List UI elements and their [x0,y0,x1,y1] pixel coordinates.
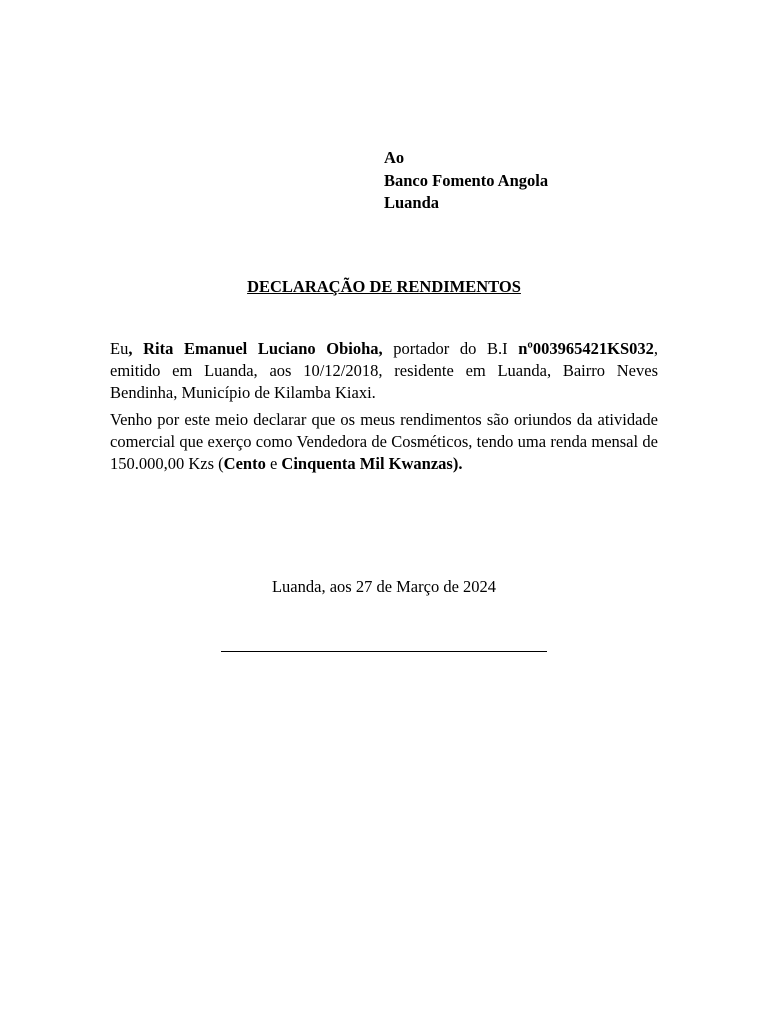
recipient-bank-name: Banco Fomento Angola [384,170,549,190]
income-declaration-paragraph [110,409,658,475]
declarant-identification-paragraph [110,338,658,404]
id-number: nº003965421KS032 [518,339,654,358]
declarant-name: , Rita Emanuel Luciano Obioha, [128,339,383,358]
recipient-city: Luanda [384,193,440,212]
recipient-block [384,147,548,215]
paragraph1-text-3: portador do B.I [382,339,519,358]
paragraph2-closing: ). [452,454,463,473]
document-title: DECLARAÇÃO DE RENDIMENTOS [247,277,521,296]
amount-in-words-part-1: Cento [223,454,266,473]
paragraph1-text-1: Eu [110,339,129,358]
paragraph1-text-5: , emitido em Luanda, aos 10/12/2018, residente em Luanda, Bairro Neves Bendinha, Município de Kilamba Kiaxi. [110,339,658,402]
recipient-salutation: Ao [384,148,405,167]
place-and-date: Luanda, aos 27 de Março de 2024 [271,577,497,596]
paragraph2-text-3: e [265,454,282,473]
amount-in-words-part-2: Cinquenta Mil Kwanzas [281,454,453,473]
paragraph2-text-1: Venho por este meio declarar que os meus rendimentos são oriundos da atividade comercial que exerço como Vendedora de Cosméticos, tendo uma renda mensal de 150.000,00 Kzs ( [110,410,658,473]
signature-line [221,651,547,652]
